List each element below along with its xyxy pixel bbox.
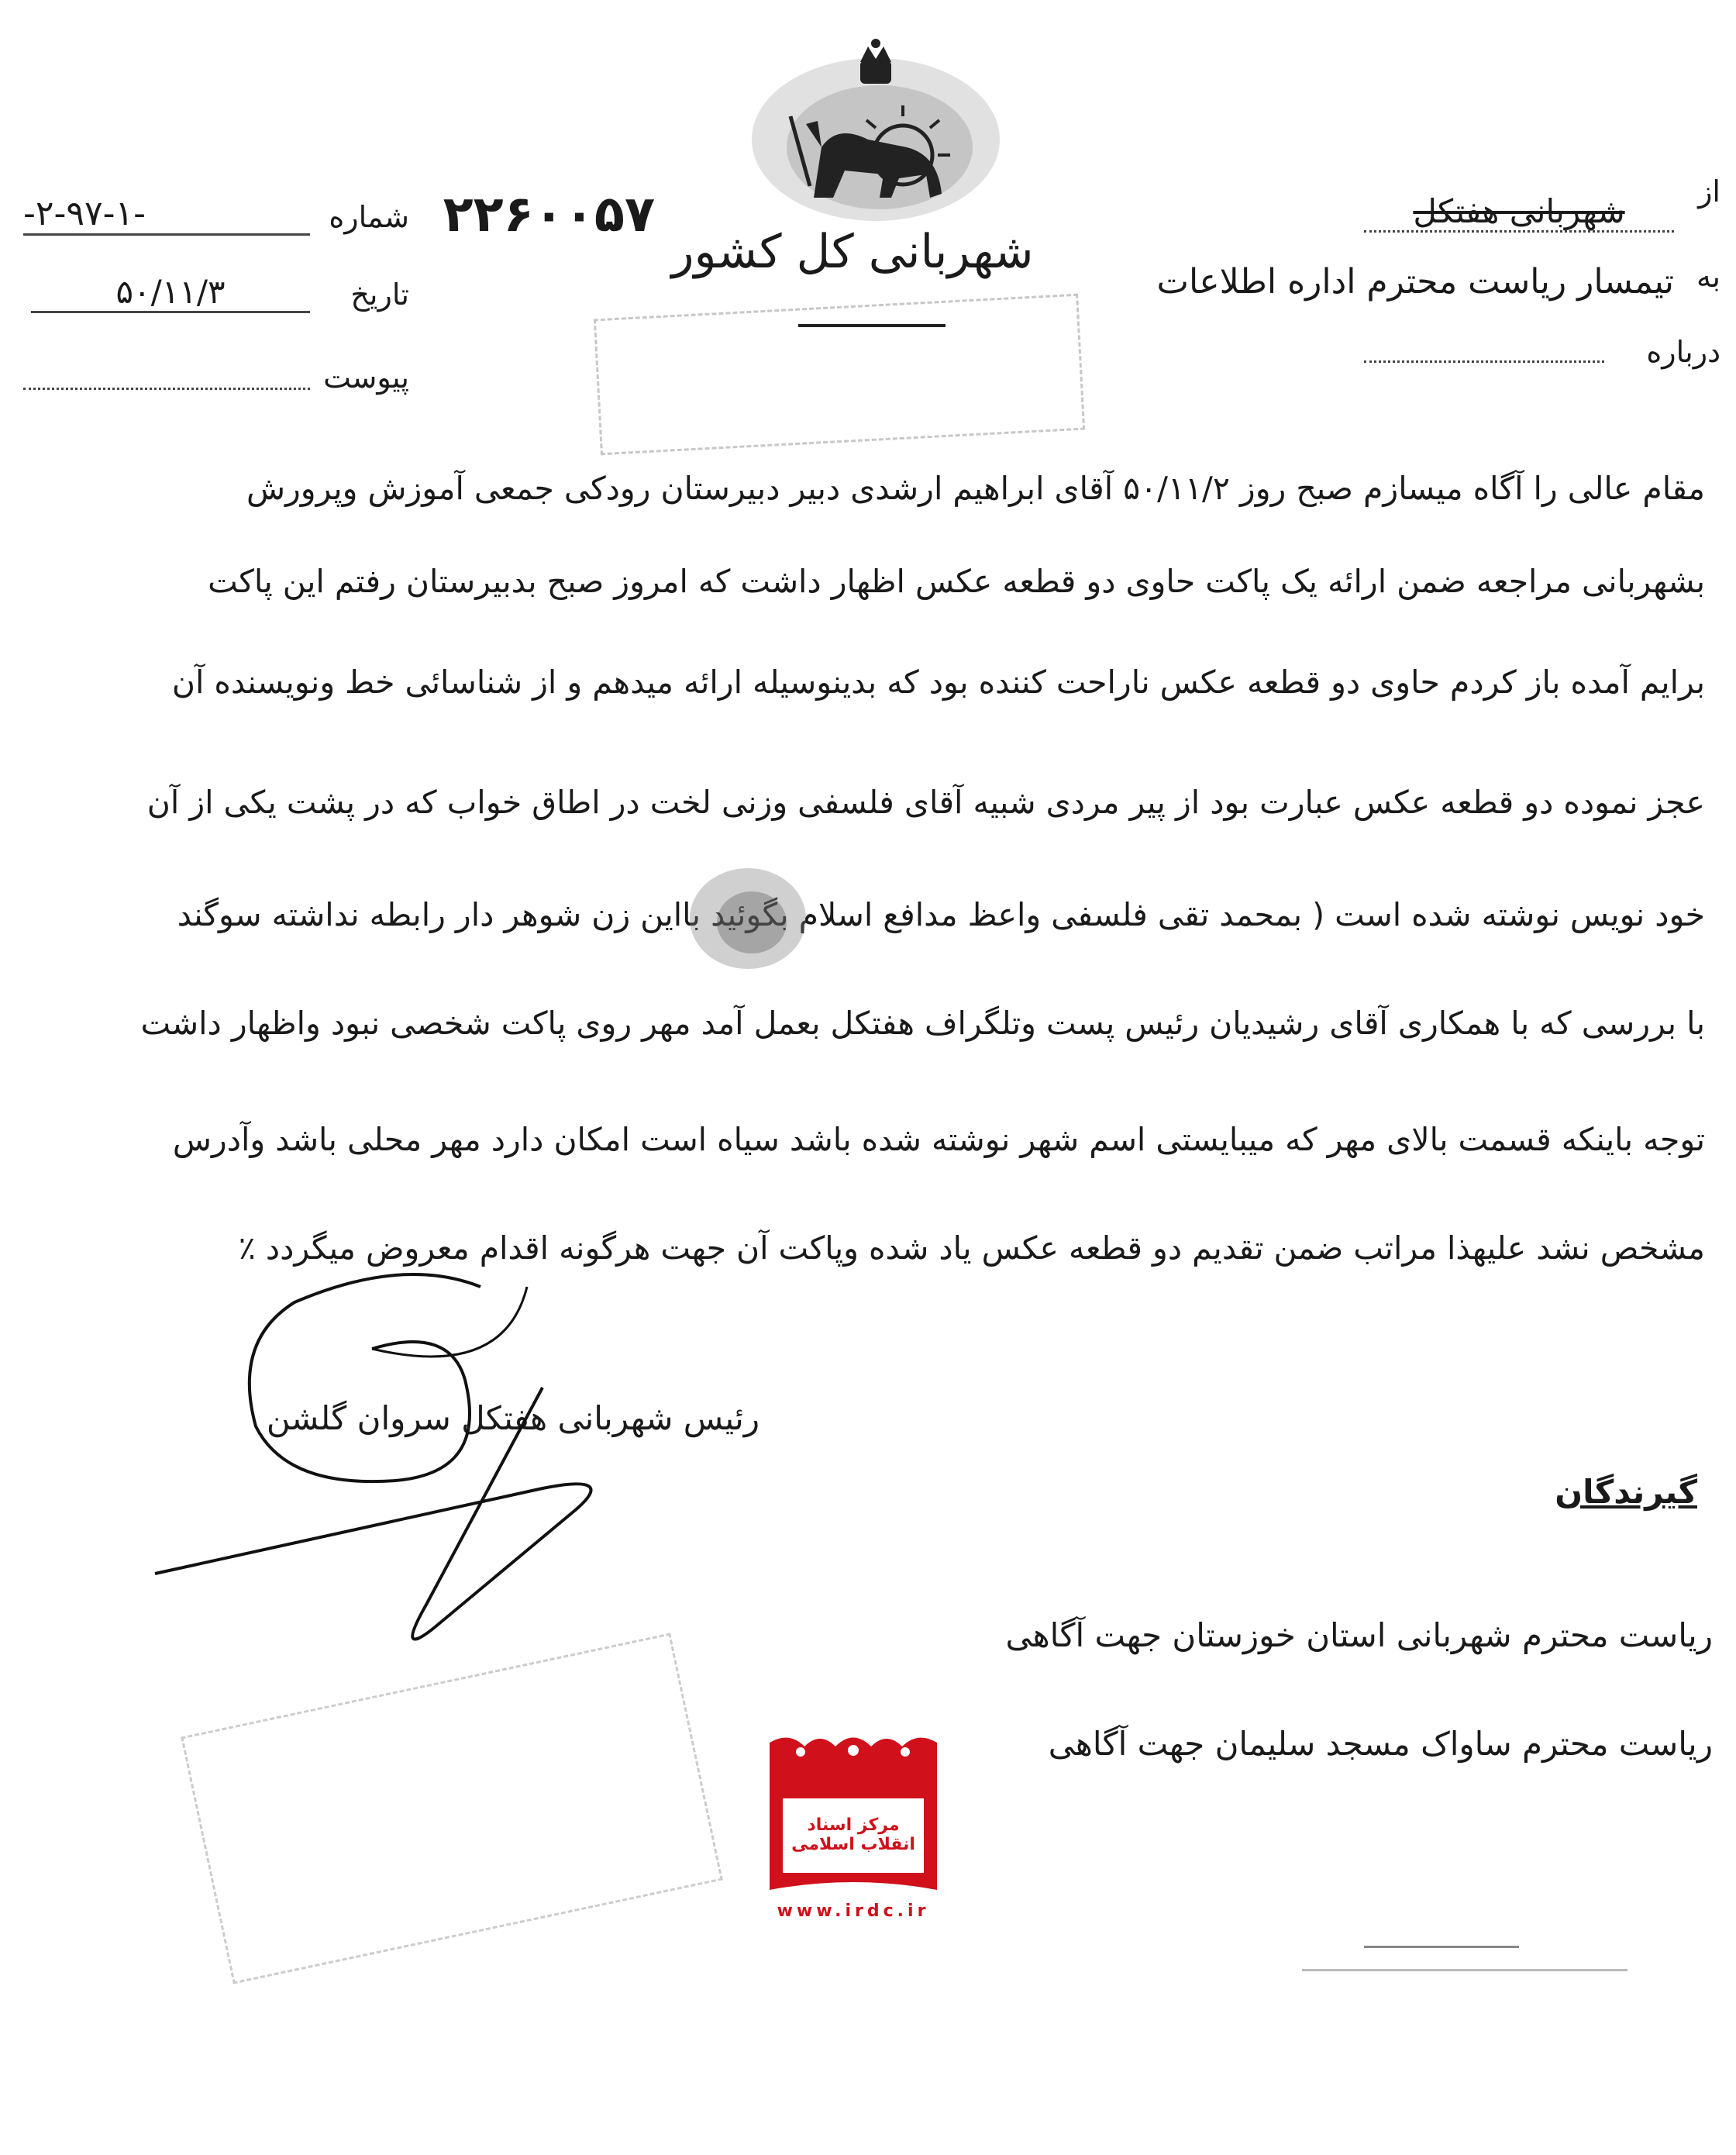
archive-url: www.irdc.ir	[777, 1902, 930, 1921]
attachment-blank-line	[23, 388, 310, 390]
number-label: شماره	[329, 200, 409, 234]
date-value: ۵۰/۱۱/۳	[31, 273, 310, 313]
archive-watermark-logo	[758, 1735, 949, 1929]
faint-marks	[1302, 1969, 1628, 1971]
body-line: بشهربانی مراجعه ضمن ارائه یک پاکت حاوی دو قطعه عکس اظهار داشت که امروز صبح بدبیرستان رفتم این پاکت	[208, 563, 1705, 600]
signatory-title: رئیس شهربانی هفتکل سروان گلشن	[266, 1399, 760, 1437]
recipient-item: ریاست محترم شهربانی استان خوزستان جهت آگاهی	[1005, 1616, 1713, 1654]
letter-number-value: ۲۲۶۰۰۵۷	[443, 186, 655, 243]
recipients-heading: گیرندگان	[1555, 1473, 1697, 1511]
body-line: توجه باینکه قسمت بالای مهر که میبایستی اسم شهر نوشته شده باشد سیاه است امکان دارد مهر محلی باشد وآدرس	[172, 1121, 1705, 1158]
body-line: عجز نموده دو قطعه عکس عبارت بود از پیر مردی شبیه آقای فلسفی وزنی لخت در اطاق خواب که در پشت یکی از آن	[146, 784, 1705, 821]
archive-logo-text: مرکز اسناد انقلاب اسلامی	[791, 1815, 915, 1854]
to-label: به	[1696, 260, 1720, 294]
received-stamp	[594, 294, 1085, 456]
lion-and-sun-emblem-icon	[744, 31, 1008, 225]
recipient-item: ریاست محترم ساواک مسجد سلیمان جهت آگاهی	[1048, 1725, 1713, 1763]
subject-label: درباره	[1646, 335, 1720, 369]
date-label: تاریخ	[350, 278, 409, 312]
to-value: تیمسار ریاست محترم اداره اطلاعات	[1156, 262, 1674, 302]
body-line: با بررسی که با همکاری آقای رشیدیان رئیس پست وتلگراف هفتکل بعمل آمد مهر روی پاکت شخصی نبود واظهار داشت	[140, 1005, 1705, 1042]
body-line: برایم آمده باز کردم حاوی دو قطعه عکس ناراحت کننده بود که بدینوسیله ارائه میدهم و از شناسائی خط ونویسنده آن	[171, 664, 1705, 701]
from-label: از	[1698, 174, 1720, 209]
body-line: مقام عالی را آگاه میسازم صبح روز ۵۰/۱۱/۲ آقای ابراهیم ارشدی دبیر دبیرستان رودکی جمعی آموزش وپرورش	[246, 470, 1705, 507]
handwritten-signature	[140, 1256, 790, 1690]
attachment-label: پیوست	[323, 360, 409, 395]
body-line: خود نویس نوشته شده است ( بمحمد تقی فلسفی واعظ مدافع اسلام بگوئید بااین زن شوهر دار رابطه نداشته سوگند	[177, 896, 1705, 933]
body-line: مشخص نشد علیهذا مراتب ضمن تقدیم دو قطعه عکس یاد شده وپاکت آن جهت هرگونه اقدام معروض میگردد ٪	[238, 1229, 1705, 1267]
ink-smudge	[682, 853, 814, 984]
subject-blank-line	[1364, 360, 1604, 363]
from-value: شهربانی هفتکل	[1364, 192, 1674, 233]
faint-marks	[1364, 1946, 1519, 1948]
organization-title: شهربانی کل کشور	[671, 225, 1034, 279]
letter-number-code: -۲-۹۷-۱-	[23, 194, 310, 236]
